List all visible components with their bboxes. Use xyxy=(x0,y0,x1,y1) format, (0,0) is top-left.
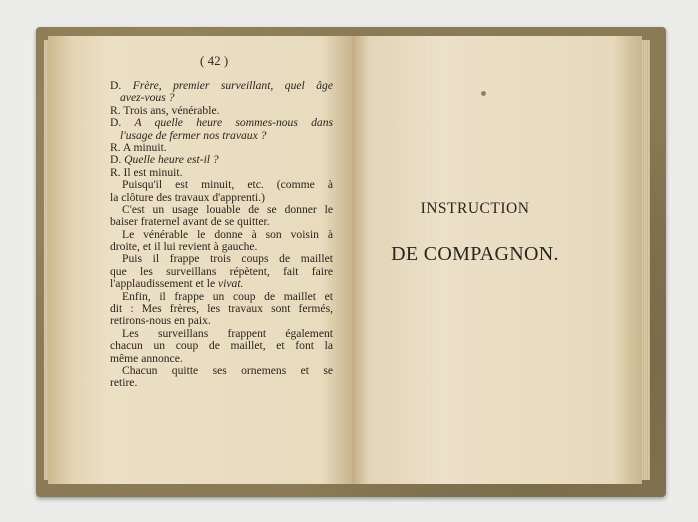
text-line xyxy=(110,328,333,340)
chapter-title-line2: DE COMPAGNON. xyxy=(391,243,559,265)
text-line xyxy=(110,105,333,117)
text-line xyxy=(110,241,333,253)
text-segment: Le vénérable le donne à son voisin à xyxy=(122,228,333,241)
text-segment: R. Il est minuit. xyxy=(110,165,183,179)
text-segment: retirons-nous en paix. xyxy=(110,314,211,328)
text-segment: D. xyxy=(110,117,135,130)
text-line xyxy=(110,353,333,365)
text-segment: Enfin, il frappe un coup de maillet et xyxy=(122,290,333,303)
text-segment: l'applaudissement et le xyxy=(110,277,219,291)
text-segment: R. A minuit. xyxy=(110,140,167,154)
text-line xyxy=(110,216,333,228)
text-segment: retire. xyxy=(110,376,138,390)
text-segment: Puis il frappe trois coups de maillet xyxy=(122,253,333,266)
text-segment: chacun un coup de maillet, et font la xyxy=(110,340,333,353)
text-line xyxy=(110,365,333,377)
text-segment: la clôture des travaux d'apprenti.) xyxy=(110,190,265,204)
text-segment: D. xyxy=(110,153,125,167)
text-segment: Quelle heure est-il ? xyxy=(124,153,219,167)
text-segment: Chacun quitte ses ornemens et se xyxy=(122,364,333,377)
text-segment: Frère, premier surveillant, quel âge xyxy=(132,80,333,92)
text-segment: C'est un usage louable de se donner le xyxy=(122,203,333,216)
text-segment: que les surveillans répètent, fait faire xyxy=(110,265,333,278)
text-segment: dit : Mes frères, les travaux sont fermés, xyxy=(110,303,333,316)
text-segment: vivat. xyxy=(218,277,244,291)
text-line xyxy=(110,192,333,204)
text-line xyxy=(110,291,333,303)
text-line xyxy=(110,315,333,327)
page-number: ( 42 ) xyxy=(200,53,229,68)
text-segment: l'usage de fermer nos travaux ? xyxy=(120,128,267,142)
text-segment: baiser fraternel avant de se quitter. xyxy=(110,215,270,229)
text-segment: droite, et il lui revient à gauche. xyxy=(110,240,258,254)
text-segment: A quelle heure sommes-nous dans xyxy=(134,117,333,130)
text-segment: R. Trois ans, vénérable. xyxy=(110,103,220,117)
text-segment: avez-vous ? xyxy=(120,91,175,105)
foxing-spot xyxy=(481,91,486,96)
text-segment: Les surveillans frappent également xyxy=(122,327,333,340)
text-segment: D. xyxy=(110,80,133,92)
chapter-title-line1: INSTRUCTION xyxy=(420,200,530,217)
text-line xyxy=(110,278,333,290)
text-segment: Puisqu'il est minuit, etc. (comme à xyxy=(122,179,333,192)
left-page-text xyxy=(110,80,333,390)
text-segment: même annonce. xyxy=(110,351,183,365)
text-line xyxy=(110,167,333,179)
text-line xyxy=(110,377,333,389)
text-line xyxy=(110,253,333,265)
